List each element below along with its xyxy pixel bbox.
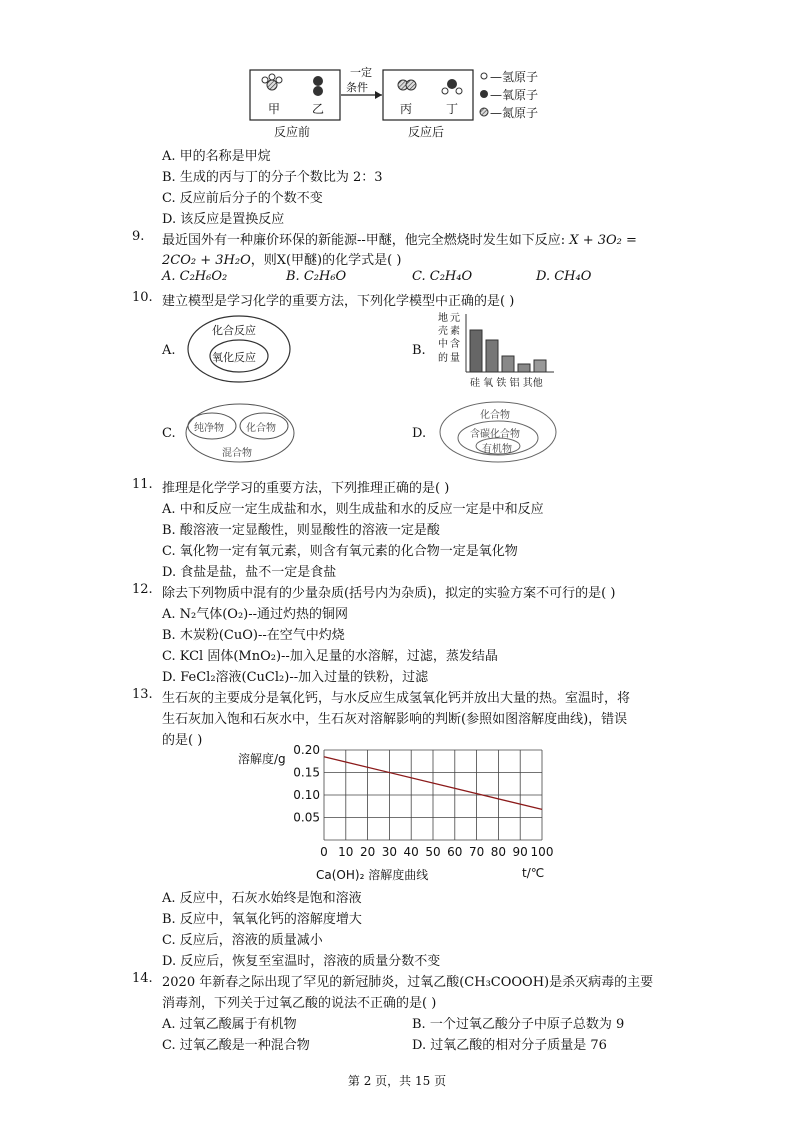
q14-option-c: C. 过氧乙酸是一种混合物 xyxy=(162,1038,310,1053)
q12-option-a: A. N₂气体(O₂)--通过灼热的铜网 xyxy=(162,607,349,622)
q11-text: 推理是化学学习的重要方法，下列推理正确的是( ) xyxy=(162,481,450,496)
after-label: 反应后 xyxy=(408,125,445,139)
model-b-ylabel-7: 的 xyxy=(438,353,448,364)
q11-option-b: B. 酸溶液一定显酸性，则显酸性的溶液一定是酸 xyxy=(162,523,440,538)
q13-line2: 生石灰加入饱和石灰水中，生石灰对溶解影响的判断(参照如图溶解度曲线)，错误 xyxy=(162,712,628,727)
chart-x-tick-label: 90 xyxy=(512,845,528,859)
q10-model-d xyxy=(438,400,558,464)
q10-text: 建立模型是学习化学的重要方法，下列化学模型中正确的是( ) xyxy=(162,294,515,309)
model-a-inner-label: 氧化反应 xyxy=(212,351,256,364)
q8-option-b: B. 生成的丙与丁的分子个数比为 2：3 xyxy=(162,170,383,185)
q9-option-a: A. C₂H₆O₂ xyxy=(162,269,228,284)
q10-number: 10. xyxy=(132,290,153,305)
q13-line1: 生石灰的主要成分是氧化钙，与水反应生成氢氧化钙并放出大量的热。室温时，将 xyxy=(162,691,631,706)
q13-number: 13. xyxy=(132,687,153,702)
chart-y-tick-label: 0.15 xyxy=(293,765,320,780)
q9-text xyxy=(162,229,637,248)
chart-x-tick-label: 10 xyxy=(338,845,354,859)
q11-number: 11. xyxy=(132,477,153,492)
q10-option-c-label: C. xyxy=(162,426,176,441)
model-b-ylabel-4: 素 xyxy=(450,326,460,337)
model-d-inner-label: 有机物 xyxy=(482,444,512,455)
q10-option-b-label: B. xyxy=(412,343,426,358)
model-d-outer-label: 化合物 xyxy=(480,410,510,421)
q9-eq1: X + 3O₂ = xyxy=(569,233,637,248)
q14-option-a: A. 过氧乙酸属于有机物 xyxy=(162,1017,297,1032)
label-bing: 丙 xyxy=(400,102,413,116)
q8-option-d: D. 该反应是置换反应 xyxy=(162,212,285,227)
q8-option-a: A. 甲的名称是甲烷 xyxy=(162,149,271,164)
q12-option-d: D. FeCl₂溶液(CuCl₂)--加入过量的铁粉，过滤 xyxy=(162,670,429,685)
q10-model-a xyxy=(186,314,292,384)
model-c-bottom-label: 混合物 xyxy=(222,448,252,459)
page-footer: 第 2 页，共 15 页 xyxy=(347,1074,447,1088)
model-b-ylabel-1: 地 xyxy=(438,313,448,324)
arrow-condition-bottom: 条件 xyxy=(346,81,368,94)
model-c-right-label: 化合物 xyxy=(246,423,276,434)
q11-option-d: D. 食盐是盐，盐不一定是食盐 xyxy=(162,565,337,580)
q10-option-d-label: D. xyxy=(412,426,427,441)
legend-nitrogen: —氮原子 xyxy=(490,106,539,120)
q12-text: 除去下列物质中混有的少量杂质(括号内为杂质)，拟定的实验方案不可行的是( ) xyxy=(162,586,616,601)
chart-x-tick-label: 40 xyxy=(403,845,419,859)
q12-number: 12. xyxy=(132,582,153,597)
model-b-ylabel-8: 量 xyxy=(450,353,460,364)
model-b-ylabel-3: 壳 xyxy=(438,326,448,337)
q12-option-b: B. 木炭粉(CuO)--在空气中灼烧 xyxy=(162,628,345,643)
model-a-outer-label: 化合反应 xyxy=(212,324,256,337)
q13-option-c: C. 反应后，溶液的质量减小 xyxy=(162,933,323,948)
label-yi: 乙 xyxy=(312,102,325,116)
q10-model-b xyxy=(436,312,556,388)
label-ding: 丁 xyxy=(446,102,459,116)
q9-option-d: D. CH₄O xyxy=(536,269,592,284)
q9-option-b: B. C₂H₆O xyxy=(286,269,347,284)
chart-x-tick-label: 70 xyxy=(468,845,485,859)
model-d-middle-label: 含碳化合物 xyxy=(470,429,520,440)
chart-x-tick-label: 30 xyxy=(381,845,398,859)
legend-oxygen: —氧原子 xyxy=(490,88,539,102)
q9-eq2: 2CO₂ + 3H₂O xyxy=(162,253,251,268)
q11-option-a: A. 中和反应一定生成盐和水，则生成盐和水的反应一定是中和反应 xyxy=(162,502,544,517)
q9-number: 9. xyxy=(132,229,145,244)
model-b-ylabel-2: 元 xyxy=(450,313,460,324)
arrow-condition-top: 一定 xyxy=(350,66,372,79)
q13-option-a: A. 反应中，石灰水始终是饱和溶液 xyxy=(162,891,362,906)
chart-x-tick-label: 0 xyxy=(320,845,328,859)
model-b-ylabel-6: 含 xyxy=(450,339,460,350)
before-label: 反应前 xyxy=(274,125,311,139)
q10-model-c xyxy=(184,402,296,464)
q8-option-c: C. 反应前后分子的个数不变 xyxy=(162,191,323,206)
model-b-categories: 硅 氧 铁 铝 其他 xyxy=(470,378,543,389)
q14-number: 14. xyxy=(132,971,153,986)
q9-option-c: C. C₂H₄O xyxy=(412,269,473,284)
chart-y-tick-label: 0.10 xyxy=(293,788,320,802)
q9-line2-rest: ，则X(甲醚)的化学式是( ) xyxy=(250,253,402,268)
chart-x-tick-label: 100 xyxy=(530,845,554,859)
chart-y-tick-label: 0.20 xyxy=(293,744,320,757)
q13-option-d: D. 反应后，恢复至室温时，溶液的质量分数不变 xyxy=(162,954,441,969)
q14-line1: 2020 年新春之际出现了罕见的新冠肺炎，过氧乙酸(CH₃COOOH)是杀灭病毒的主要 xyxy=(162,975,654,990)
q14-option-b: B. 一个过氧乙酸分子中原子总数为 9 xyxy=(412,1017,625,1032)
chart-xlabel: t/℃ xyxy=(522,866,545,880)
model-b-ylabel-5: 中 xyxy=(438,339,448,350)
q9-line2 xyxy=(162,249,401,268)
q10-option-a-label: A. xyxy=(162,343,176,358)
chart-x-tick-label: 60 xyxy=(447,845,463,859)
chart-x-tick-label: 80 xyxy=(490,845,507,859)
chart-x-tick-label: 50 xyxy=(425,845,441,859)
model-c-left-label: 纯净物 xyxy=(194,423,224,434)
q12-option-c: C. KCl 固体(MnO₂)--加入足量的水溶解，过滤，蒸发结晶 xyxy=(162,649,498,664)
chart-title: Ca(OH)₂ 溶解度曲线 xyxy=(316,868,429,882)
legend-hydrogen: —氢原子 xyxy=(490,70,539,84)
q14-line2: 消毒剂，下列关于过氧乙酸的说法不正确的是( ) xyxy=(162,996,437,1011)
solubility-chart xyxy=(236,744,566,884)
reaction-figure xyxy=(248,64,568,140)
chart-y-tick-label: 0.05 xyxy=(293,810,320,825)
chart-ylabel: 溶解度/g xyxy=(238,752,286,766)
label-jia: 甲 xyxy=(268,102,281,116)
q9-line1: 最近国外有一种廉价环保的新能源--甲醚，他完全燃烧时发生如下反应: xyxy=(162,233,570,248)
q13-option-b: B. 反应中，氧氧化钙的溶解度增大 xyxy=(162,912,362,927)
q11-option-c: C. 氧化物一定有氧元素，则含有氧元素的化合物一定是氧化物 xyxy=(162,544,518,559)
chart-x-tick-label: 20 xyxy=(359,845,376,859)
q14-option-d: D. 过氧乙酸的相对分子质量是 76 xyxy=(412,1038,607,1053)
q13-line3: 的是( ) xyxy=(162,733,203,748)
